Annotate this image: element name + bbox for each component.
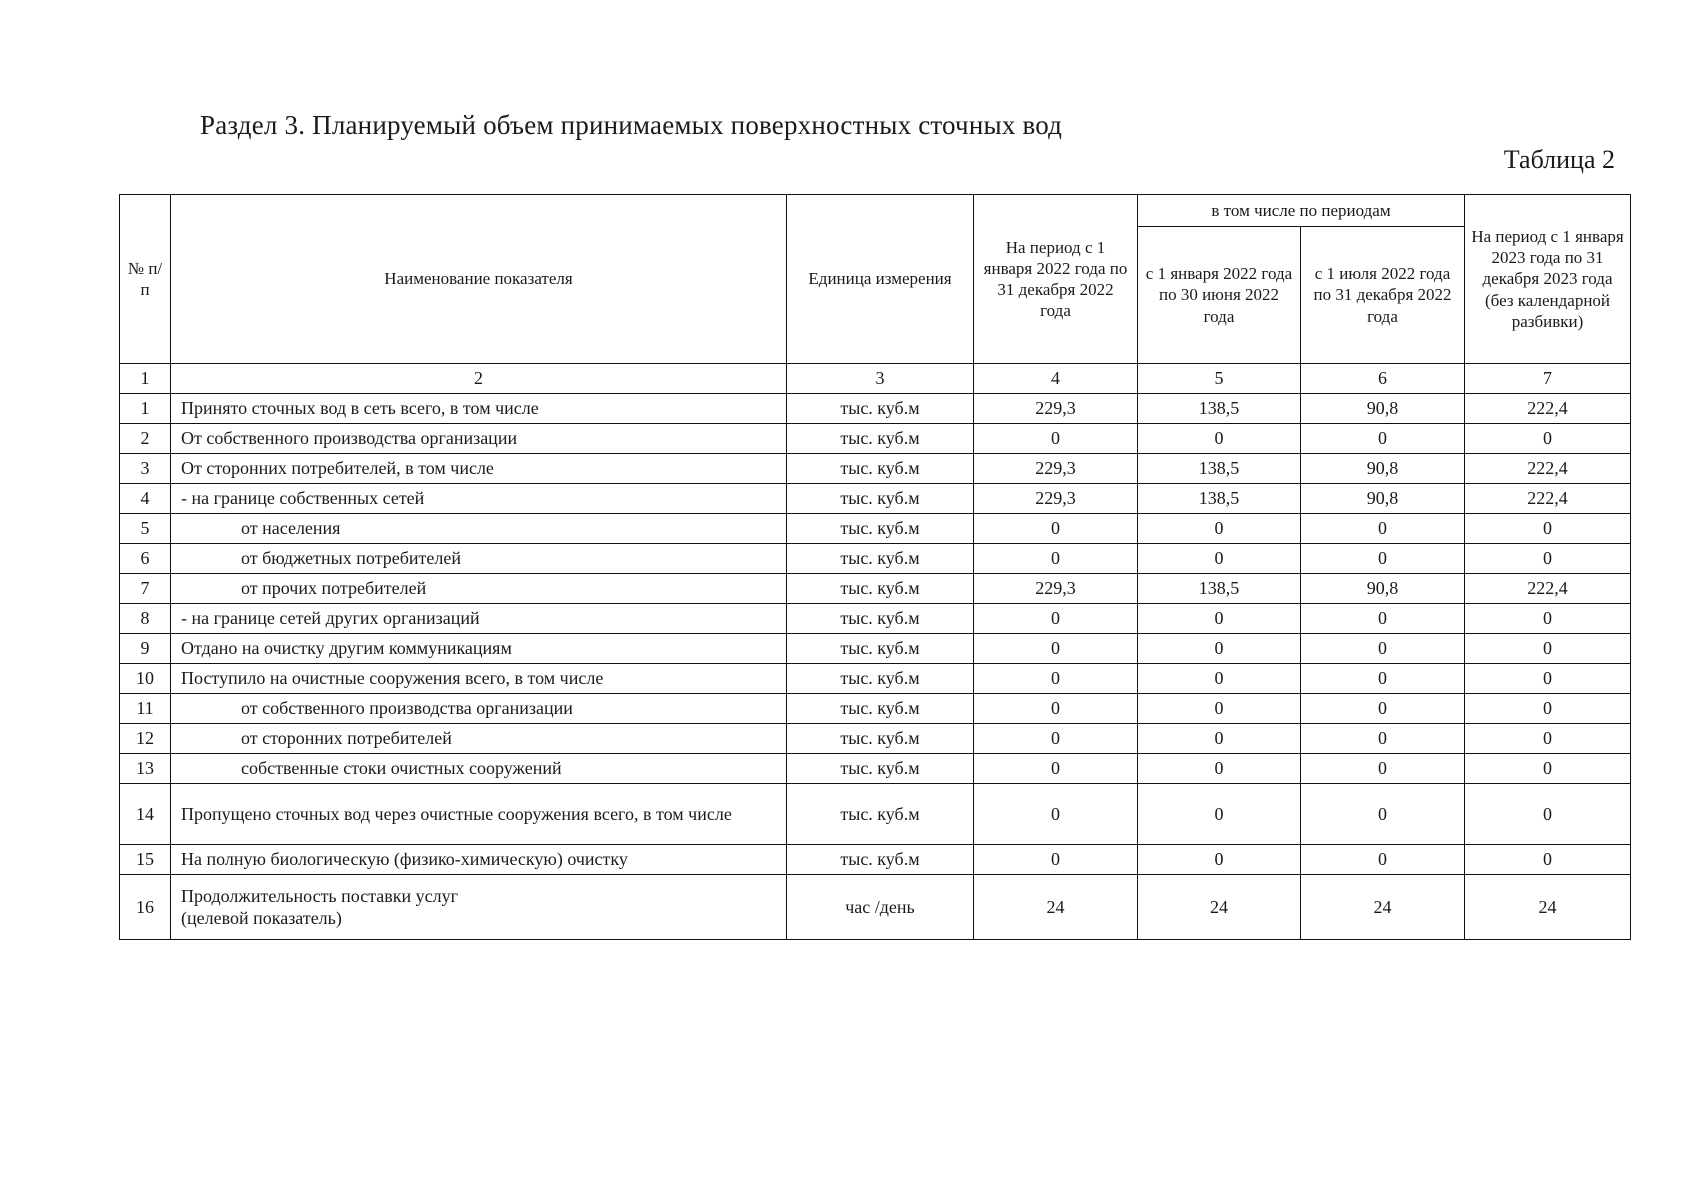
row-unit: тыс. куб.м bbox=[787, 454, 974, 484]
row-name: От собственного производства организации bbox=[171, 424, 787, 454]
value-period-2023: 0 bbox=[1465, 604, 1631, 634]
table-row bbox=[120, 604, 1631, 634]
value-period-2023: 0 bbox=[1465, 845, 1631, 875]
value-period-2022: 0 bbox=[974, 784, 1138, 845]
column-number: 4 bbox=[974, 364, 1138, 394]
value-h1-2022: 0 bbox=[1138, 514, 1301, 544]
row-unit: тыс. куб.м bbox=[787, 424, 974, 454]
table-row bbox=[120, 454, 1631, 484]
value-h2-2022: 0 bbox=[1301, 424, 1465, 454]
value-h2-2022: 90,8 bbox=[1301, 484, 1465, 514]
value-h1-2022: 138,5 bbox=[1138, 484, 1301, 514]
row-number: 7 bbox=[120, 574, 171, 604]
row-number: 2 bbox=[120, 424, 171, 454]
value-h1-2022: 0 bbox=[1138, 544, 1301, 574]
value-h1-2022: 0 bbox=[1138, 664, 1301, 694]
row-unit: тыс. куб.м bbox=[787, 394, 974, 424]
header-h1-2022: с 1 января 2022 года по 30 июня 2022 года bbox=[1138, 227, 1301, 364]
row-number: 15 bbox=[120, 845, 171, 875]
table-row bbox=[120, 634, 1631, 664]
value-period-2023: 0 bbox=[1465, 634, 1631, 664]
row-number: 6 bbox=[120, 544, 171, 574]
table-row bbox=[120, 484, 1631, 514]
value-period-2022: 0 bbox=[974, 634, 1138, 664]
value-period-2022: 229,3 bbox=[974, 484, 1138, 514]
table-row bbox=[120, 394, 1631, 424]
value-h2-2022: 0 bbox=[1301, 784, 1465, 845]
table-row bbox=[120, 694, 1631, 724]
row-unit: тыс. куб.м bbox=[787, 604, 974, 634]
value-h1-2022: 0 bbox=[1138, 424, 1301, 454]
value-h2-2022: 0 bbox=[1301, 664, 1465, 694]
value-period-2023: 0 bbox=[1465, 724, 1631, 754]
table-row bbox=[120, 754, 1631, 784]
table-label: Таблица 2 bbox=[1503, 145, 1615, 174]
row-unit: тыс. куб.м bbox=[787, 484, 974, 514]
value-h1-2022: 138,5 bbox=[1138, 454, 1301, 484]
row-name: - на границе собственных сетей bbox=[171, 484, 787, 514]
table-row bbox=[120, 845, 1631, 875]
column-number: 5 bbox=[1138, 364, 1301, 394]
row-number: 8 bbox=[120, 604, 171, 634]
row-number: 16 bbox=[120, 875, 171, 940]
value-h2-2022: 0 bbox=[1301, 724, 1465, 754]
header-h2-2022: с 1 июля 2022 года по 31 декабря 2022 года bbox=[1301, 227, 1465, 364]
value-h2-2022: 0 bbox=[1301, 544, 1465, 574]
header-num: № п/п bbox=[120, 195, 171, 364]
value-period-2022: 229,3 bbox=[974, 394, 1138, 424]
row-unit: тыс. куб.м bbox=[787, 514, 974, 544]
table-row bbox=[120, 574, 1631, 604]
row-unit: тыс. куб.м bbox=[787, 845, 974, 875]
value-h1-2022: 0 bbox=[1138, 634, 1301, 664]
row-name: собственные стоки очистных сооружений bbox=[171, 754, 787, 784]
row-number: 13 bbox=[120, 754, 171, 784]
value-h1-2022: 0 bbox=[1138, 694, 1301, 724]
value-period-2022: 0 bbox=[974, 694, 1138, 724]
table-row bbox=[120, 514, 1631, 544]
header-period-2023: На период с 1 января 2023 года по 31 декабря 2023 года (без календарной разбивки) bbox=[1465, 195, 1631, 364]
value-h1-2022: 138,5 bbox=[1138, 394, 1301, 424]
table-row bbox=[120, 784, 1631, 845]
row-name: Пропущено сточных вод через очистные сооружения всего, в том числе bbox=[171, 784, 787, 845]
header-period-2022: На период с 1 января 2022 года по 31 декабря 2022 года bbox=[974, 195, 1138, 364]
table-row bbox=[120, 724, 1631, 754]
column-number: 6 bbox=[1301, 364, 1465, 394]
row-name: - на границе сетей других организаций bbox=[171, 604, 787, 634]
value-h2-2022: 90,8 bbox=[1301, 454, 1465, 484]
value-period-2022: 229,3 bbox=[974, 454, 1138, 484]
value-h2-2022: 0 bbox=[1301, 514, 1465, 544]
value-period-2022: 0 bbox=[974, 845, 1138, 875]
value-period-2022: 0 bbox=[974, 754, 1138, 784]
indicators-table bbox=[119, 194, 1631, 940]
value-period-2023: 24 bbox=[1465, 875, 1631, 940]
value-period-2022: 0 bbox=[974, 514, 1138, 544]
row-name-line: Продолжительность поставки услуг bbox=[181, 885, 459, 906]
row-name: от бюджетных потребителей bbox=[171, 544, 787, 574]
value-period-2022: 0 bbox=[974, 724, 1138, 754]
row-number: 1 bbox=[120, 394, 171, 424]
value-h2-2022: 0 bbox=[1301, 634, 1465, 664]
value-period-2023: 0 bbox=[1465, 424, 1631, 454]
row-unit: тыс. куб.м bbox=[787, 544, 974, 574]
value-period-2023: 222,4 bbox=[1465, 574, 1631, 604]
value-h2-2022: 0 bbox=[1301, 694, 1465, 724]
value-h2-2022: 0 bbox=[1301, 604, 1465, 634]
value-period-2023: 0 bbox=[1465, 754, 1631, 784]
row-name: от сторонних потребителей bbox=[171, 724, 787, 754]
value-period-2022: 24 bbox=[974, 875, 1138, 940]
value-h1-2022: 0 bbox=[1138, 724, 1301, 754]
header-unit: Единица измерения bbox=[787, 195, 974, 364]
value-period-2023: 0 bbox=[1465, 694, 1631, 724]
row-name: На полную биологическую (физико-химическую) очистку bbox=[171, 845, 787, 875]
row-unit: тыс. куб.м bbox=[787, 574, 974, 604]
row-number: 14 bbox=[120, 784, 171, 845]
row-unit: тыс. куб.м bbox=[787, 694, 974, 724]
column-number: 7 bbox=[1465, 364, 1631, 394]
row-unit: тыс. куб.м bbox=[787, 754, 974, 784]
header-name: Наименование показателя bbox=[171, 195, 787, 364]
value-period-2022: 0 bbox=[974, 664, 1138, 694]
column-number: 2 bbox=[171, 364, 787, 394]
column-number: 3 bbox=[787, 364, 974, 394]
row-unit: тыс. куб.м bbox=[787, 634, 974, 664]
row-number: 9 bbox=[120, 634, 171, 664]
table-row bbox=[120, 875, 1631, 940]
value-period-2023: 0 bbox=[1465, 544, 1631, 574]
row-number: 3 bbox=[120, 454, 171, 484]
value-h2-2022: 0 bbox=[1301, 845, 1465, 875]
value-h1-2022: 138,5 bbox=[1138, 574, 1301, 604]
value-period-2023: 0 bbox=[1465, 784, 1631, 845]
value-period-2023: 0 bbox=[1465, 514, 1631, 544]
row-name bbox=[171, 875, 787, 940]
value-h2-2022: 24 bbox=[1301, 875, 1465, 940]
value-h1-2022: 24 bbox=[1138, 875, 1301, 940]
row-name: от собственного производства организации bbox=[171, 694, 787, 724]
row-unit: тыс. куб.м bbox=[787, 784, 974, 845]
column-number-row bbox=[120, 364, 1631, 394]
row-name: От сторонних потребителей, в том числе bbox=[171, 454, 787, 484]
row-name: от прочих потребителей bbox=[171, 574, 787, 604]
value-period-2023: 222,4 bbox=[1465, 394, 1631, 424]
row-name: Отдано на очистку другим коммуникациям bbox=[171, 634, 787, 664]
value-h1-2022: 0 bbox=[1138, 604, 1301, 634]
value-period-2022: 229,3 bbox=[974, 574, 1138, 604]
column-number: 1 bbox=[120, 364, 171, 394]
table-row bbox=[120, 424, 1631, 454]
value-h1-2022: 0 bbox=[1138, 845, 1301, 875]
header-group: в том числе по периодам bbox=[1138, 195, 1465, 227]
row-name: Принято сточных вод в сеть всего, в том числе bbox=[171, 394, 787, 424]
row-unit: час /день bbox=[787, 875, 974, 940]
row-name: от населения bbox=[171, 514, 787, 544]
row-unit: тыс. куб.м bbox=[787, 724, 974, 754]
table-row bbox=[120, 544, 1631, 574]
value-h1-2022: 0 bbox=[1138, 784, 1301, 845]
value-period-2023: 222,4 bbox=[1465, 454, 1631, 484]
value-h1-2022: 0 bbox=[1138, 754, 1301, 784]
table-row bbox=[120, 664, 1631, 694]
value-h2-2022: 0 bbox=[1301, 754, 1465, 784]
page-title: Раздел 3. Планируемый объем принимаемых поверхностных сточных вод bbox=[200, 110, 1063, 140]
value-h2-2022: 90,8 bbox=[1301, 394, 1465, 424]
value-h2-2022: 90,8 bbox=[1301, 574, 1465, 604]
value-period-2022: 0 bbox=[974, 604, 1138, 634]
row-name-line: (целевой показатель) bbox=[181, 908, 342, 928]
value-period-2023: 222,4 bbox=[1465, 484, 1631, 514]
value-period-2022: 0 bbox=[974, 544, 1138, 574]
row-number: 10 bbox=[120, 664, 171, 694]
row-unit: тыс. куб.м bbox=[787, 664, 974, 694]
row-number: 12 bbox=[120, 724, 171, 754]
value-period-2022: 0 bbox=[974, 424, 1138, 454]
row-number: 11 bbox=[120, 694, 171, 724]
row-name: Поступило на очистные сооружения всего, в том числе bbox=[171, 664, 787, 694]
value-period-2023: 0 bbox=[1465, 664, 1631, 694]
row-number: 5 bbox=[120, 514, 171, 544]
row-number: 4 bbox=[120, 484, 171, 514]
